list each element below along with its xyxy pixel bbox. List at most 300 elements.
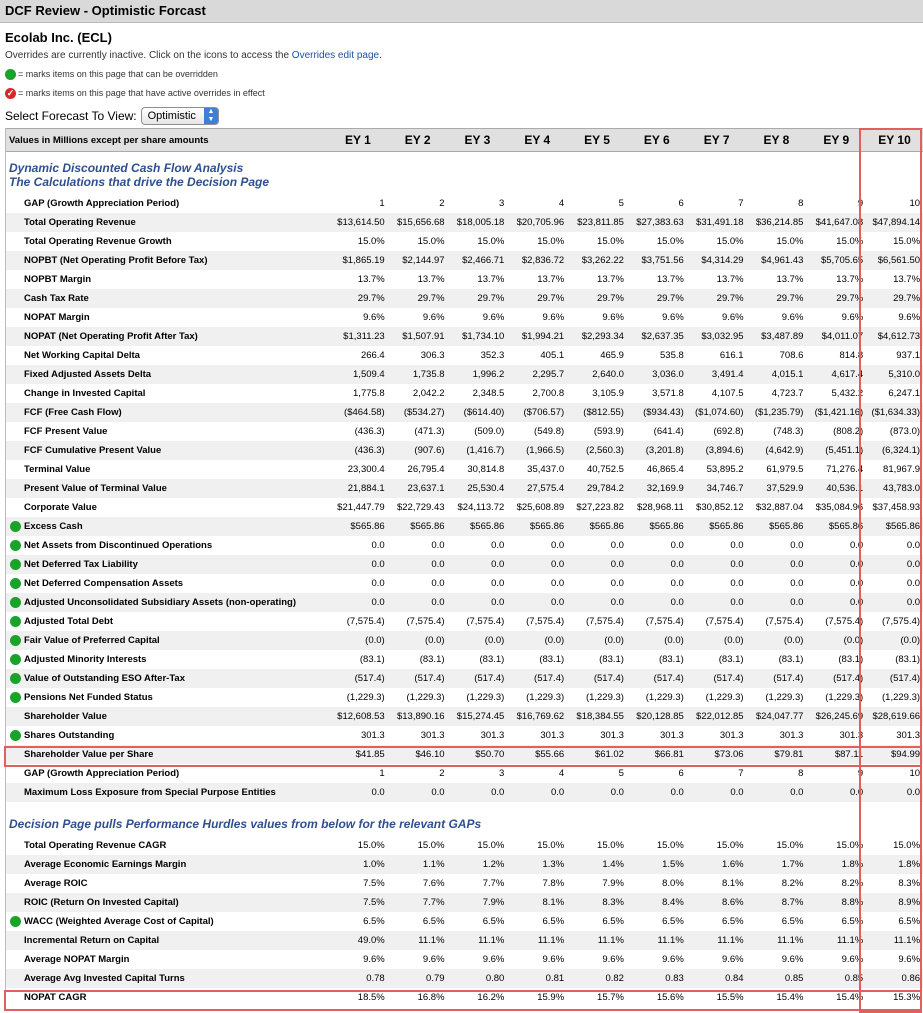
table-cell: 352.3 bbox=[480, 350, 505, 361]
row-label-text: Total Operating Revenue CAGR bbox=[24, 840, 167, 851]
table-cell: (7,575.4) bbox=[765, 616, 804, 627]
override-dot-icon[interactable] bbox=[10, 635, 21, 646]
legend-red-text: = marks items on this page that have active overrides in effect bbox=[18, 88, 265, 98]
table-cell: (1,229.3) bbox=[645, 692, 684, 703]
table-cell: 7.5% bbox=[363, 897, 385, 908]
table-cell: $18,384.55 bbox=[576, 711, 624, 722]
table-cell: 0.0 bbox=[906, 540, 921, 551]
row-icon-slot bbox=[6, 673, 24, 684]
override-dot-icon[interactable] bbox=[10, 916, 21, 927]
table-cell: (641.4) bbox=[653, 426, 684, 437]
table-cell: 15.0% bbox=[357, 840, 385, 851]
row-label-text: Average ROIC bbox=[24, 878, 88, 889]
table-body-dcf bbox=[6, 194, 923, 802]
table-cell: 8 bbox=[798, 198, 804, 209]
table-cell: 7.7% bbox=[422, 897, 445, 908]
table-cell: 0.0 bbox=[790, 578, 804, 589]
table-cell: 46,865.4 bbox=[646, 464, 684, 475]
table-cell: 1 bbox=[379, 768, 385, 779]
column-header: EY 9 bbox=[823, 133, 850, 147]
row-label bbox=[6, 878, 328, 889]
table-cell: 0.0 bbox=[670, 540, 684, 551]
table-cell: 7.9% bbox=[482, 897, 505, 908]
table-cell: 0.79 bbox=[426, 973, 445, 984]
table-cell: 0.84 bbox=[725, 973, 744, 984]
table-cell: (509.0) bbox=[474, 426, 505, 437]
table-cell: $22,729.43 bbox=[396, 502, 445, 513]
table-cell: (3,201.8) bbox=[645, 445, 684, 456]
table-cell: 0.0 bbox=[730, 597, 744, 608]
table-cell: 1.1% bbox=[422, 859, 445, 870]
row-label-text: Shares Outstanding bbox=[24, 730, 115, 741]
table-cell: (1,229.3) bbox=[585, 692, 624, 703]
table-cell: 40,752.5 bbox=[586, 464, 624, 475]
table-cell: (3,894.6) bbox=[705, 445, 744, 456]
table-cell: 9.6% bbox=[841, 312, 864, 323]
override-dot-icon[interactable] bbox=[10, 730, 21, 741]
table-cell: 10 bbox=[909, 768, 921, 779]
table-cell: (7,575.4) bbox=[585, 616, 624, 627]
table-cell: (0.0) bbox=[365, 635, 385, 646]
table-cell: 40,536.1 bbox=[826, 483, 864, 494]
table-cell: 405.1 bbox=[540, 350, 565, 361]
table-cell: (517.4) bbox=[593, 673, 624, 684]
table-cell: 29.7% bbox=[893, 293, 921, 304]
table-cell: $6,561.50 bbox=[877, 255, 921, 266]
table-row bbox=[6, 988, 923, 1007]
table-cell: 29.7% bbox=[477, 293, 505, 304]
table-cell: (517.4) bbox=[414, 673, 445, 684]
table-cell: (1,229.3) bbox=[466, 692, 505, 703]
row-label bbox=[6, 992, 328, 1003]
table-cell: $21,447.79 bbox=[337, 502, 385, 513]
column-header: EY 7 bbox=[703, 133, 730, 147]
table-cell: 15.5% bbox=[716, 992, 744, 1003]
table-row bbox=[6, 270, 923, 289]
table-cell: 10 bbox=[909, 198, 921, 209]
table-cell: 1.2% bbox=[482, 859, 505, 870]
section-title-hurdles: Decision Page pulls Performance Hurdles values from below for the relevant GAPs bbox=[9, 817, 482, 831]
table-cell: 6,247.1 bbox=[888, 388, 921, 399]
table-cell: $27,223.82 bbox=[576, 502, 624, 513]
table-cell: (0.0) bbox=[544, 635, 565, 646]
row-label bbox=[6, 350, 328, 361]
table-cell: $1,734.10 bbox=[462, 331, 505, 342]
row-label-text: GAP (Growth Appreciation Period) bbox=[24, 768, 180, 779]
override-dot-icon[interactable] bbox=[10, 597, 21, 608]
table-cell: $565.86 bbox=[649, 521, 684, 532]
table-cell: $1,507.91 bbox=[402, 331, 445, 342]
table-row bbox=[6, 931, 923, 950]
table-cell: 3,036.0 bbox=[652, 369, 684, 380]
table-cell: (7,575.4) bbox=[825, 616, 864, 627]
table-cell: 29.7% bbox=[716, 293, 744, 304]
table-cell: 8.2% bbox=[781, 878, 804, 889]
table-row bbox=[6, 855, 923, 874]
table-cell: (4,642.9) bbox=[765, 445, 804, 456]
table-cell: (83.1) bbox=[895, 654, 921, 665]
table-row bbox=[6, 498, 923, 517]
table-row bbox=[6, 745, 923, 764]
legend-green bbox=[0, 65, 923, 84]
table-cell: $3,487.89 bbox=[761, 331, 804, 342]
table-cell: 29.7% bbox=[537, 293, 565, 304]
table-cell: $12,608.53 bbox=[337, 711, 385, 722]
table-cell: 6.5% bbox=[662, 916, 684, 927]
row-label-text: WACC (Weighted Average Cost of Capital) bbox=[24, 916, 214, 927]
table-cell: 0.0 bbox=[730, 540, 744, 551]
table-cell: $30,852.12 bbox=[696, 502, 744, 513]
table-cell: 465.9 bbox=[600, 350, 624, 361]
table-cell: $5,705.65 bbox=[820, 255, 864, 266]
row-icon-slot bbox=[6, 692, 24, 703]
table-cell: 0.0 bbox=[491, 597, 505, 608]
table-cell: 71,276.4 bbox=[826, 464, 864, 475]
table-cell: $20,128.85 bbox=[636, 711, 684, 722]
table-cell: 29.7% bbox=[836, 293, 864, 304]
row-icon-slot bbox=[6, 616, 24, 627]
table-cell: (0.0) bbox=[900, 635, 921, 646]
table-cell: $4,612.73 bbox=[877, 331, 921, 342]
section-title-line-1: Dynamic Discounted Cash Flow Analysis bbox=[9, 161, 244, 175]
table-cell: $2,836.72 bbox=[521, 255, 565, 266]
table-cell: 15.0% bbox=[836, 236, 864, 247]
table-cell: 15.0% bbox=[357, 236, 385, 247]
table-cell: 0.82 bbox=[605, 973, 624, 984]
table-row bbox=[6, 764, 923, 783]
table-cell: (471.3) bbox=[414, 426, 445, 437]
row-icon-slot bbox=[6, 597, 24, 608]
row-label bbox=[6, 445, 328, 456]
table-cell: 5,310.0 bbox=[888, 369, 921, 380]
table-cell: 4,617.4 bbox=[831, 369, 864, 380]
table-row bbox=[6, 365, 923, 384]
table-row bbox=[6, 346, 923, 365]
table-cell: (7,575.4) bbox=[705, 616, 744, 627]
table-cell: 15.0% bbox=[656, 840, 684, 851]
table-cell: 15.6% bbox=[656, 992, 684, 1003]
table-cell: $1,994.21 bbox=[521, 331, 565, 342]
table-cell: (436.3) bbox=[354, 426, 385, 437]
table-cell: 0.0 bbox=[371, 559, 385, 570]
table-cell: (517.4) bbox=[653, 673, 684, 684]
override-dot-icon[interactable] bbox=[10, 692, 21, 703]
table-cell: ($534.27) bbox=[403, 407, 445, 418]
table-cell: $28,619.66 bbox=[872, 711, 921, 722]
table-cell: 13.7% bbox=[776, 274, 804, 285]
table-cell: 0.80 bbox=[485, 973, 505, 984]
table-cell: 15.0% bbox=[836, 840, 864, 851]
table-cell: 9.6% bbox=[422, 954, 445, 965]
section-title-line-2: The Calculations that drive the Decision Page bbox=[9, 175, 270, 189]
row-icon-slot bbox=[6, 635, 24, 646]
table-cell: (1,229.3) bbox=[705, 692, 744, 703]
table-cell: 15.4% bbox=[836, 992, 864, 1003]
table-cell: 9.6% bbox=[898, 954, 921, 965]
table-cell: 29.7% bbox=[656, 293, 684, 304]
row-label bbox=[6, 483, 328, 494]
row-label-text: Net Deferred Compensation Assets bbox=[24, 578, 184, 589]
table-cell: 9.6% bbox=[721, 312, 744, 323]
table-cell: 11.1% bbox=[657, 935, 684, 946]
table-cell: (517.4) bbox=[833, 673, 864, 684]
table-cell: 1,996.2 bbox=[472, 369, 505, 380]
table-cell: 0.0 bbox=[431, 578, 445, 589]
select-arrows-icon[interactable]: ▲ ▼ bbox=[204, 108, 218, 124]
table-cell: 0.85 bbox=[784, 973, 804, 984]
table-cell: 23,300.4 bbox=[347, 464, 385, 475]
row-label-text: Fair Value of Preferred Capital bbox=[24, 635, 160, 646]
row-label-text: NOPAT CAGR bbox=[24, 992, 87, 1003]
table-cell: 8.1% bbox=[542, 897, 565, 908]
row-label bbox=[6, 236, 328, 247]
table-cell: 0.81 bbox=[545, 973, 565, 984]
row-label-text: Corporate Value bbox=[24, 502, 97, 513]
table-row bbox=[6, 213, 923, 232]
table-cell: 2,042.2 bbox=[412, 388, 445, 399]
row-label-text: Pensions Net Funded Status bbox=[24, 692, 153, 703]
table-cell: 0.0 bbox=[790, 540, 804, 551]
table-cell: (83.1) bbox=[838, 654, 864, 665]
table-row bbox=[6, 422, 923, 441]
table-cell: ($706.57) bbox=[523, 407, 565, 418]
row-label bbox=[6, 616, 328, 627]
table-cell: 8.4% bbox=[662, 897, 684, 908]
row-label bbox=[6, 692, 328, 703]
table-cell: $61.02 bbox=[594, 749, 624, 760]
column-header: EY 1 bbox=[344, 133, 371, 147]
table-cell: 13.7% bbox=[656, 274, 684, 285]
table-cell: 2 bbox=[439, 198, 445, 209]
table-row bbox=[6, 593, 923, 612]
table-cell: 9.6% bbox=[898, 312, 921, 323]
section-title-dcf bbox=[6, 152, 923, 189]
table-cell: 2,348.5 bbox=[472, 388, 505, 399]
table-cell: 0.0 bbox=[550, 559, 565, 570]
table-cell: $4,314.29 bbox=[701, 255, 744, 266]
table-cell: 2,295.7 bbox=[532, 369, 565, 380]
table-cell: 11.1% bbox=[478, 935, 505, 946]
row-label-text: FCF Cumulative Present Value bbox=[24, 445, 162, 456]
table-cell: 3,571.8 bbox=[652, 388, 684, 399]
row-label-text: FCF Present Value bbox=[24, 426, 108, 437]
table-cell: 535.8 bbox=[660, 350, 684, 361]
table-cell: 29.7% bbox=[776, 293, 804, 304]
row-label bbox=[6, 464, 328, 475]
table-cell: 0.0 bbox=[431, 540, 445, 551]
table-cell: 15.0% bbox=[597, 840, 624, 851]
table-cell: 15.4% bbox=[776, 992, 804, 1003]
table-cell: (7,575.4) bbox=[882, 616, 921, 627]
override-dot-icon[interactable] bbox=[10, 616, 21, 627]
table-cell: 0.0 bbox=[491, 787, 505, 798]
table-cell: $79.81 bbox=[774, 749, 804, 760]
column-header: EY 8 bbox=[763, 133, 790, 147]
table-cell: (873.0) bbox=[889, 426, 921, 437]
column-header: EY 5 bbox=[584, 133, 610, 147]
overrides-edit-link[interactable]: Overrides edit page bbox=[291, 50, 380, 61]
row-label bbox=[6, 559, 328, 570]
table-cell: 25,530.4 bbox=[467, 483, 505, 494]
table-cell: 4 bbox=[558, 768, 565, 779]
row-label bbox=[6, 749, 328, 760]
table-row bbox=[6, 836, 923, 855]
table-cell: $565.86 bbox=[410, 521, 445, 532]
table-row bbox=[6, 289, 923, 308]
table-cell: (1,966.5) bbox=[526, 445, 565, 456]
table-cell: 6.5% bbox=[363, 916, 385, 927]
row-label bbox=[6, 540, 328, 551]
table-row bbox=[6, 536, 923, 555]
table-cell: (1,229.3) bbox=[406, 692, 445, 703]
table-cell: 49.0% bbox=[357, 935, 385, 946]
table-cell: (1,229.3) bbox=[825, 692, 864, 703]
table-cell: 3,105.9 bbox=[592, 388, 624, 399]
override-dot-icon[interactable] bbox=[10, 521, 21, 532]
row-label bbox=[6, 198, 328, 209]
table-cell: (907.6) bbox=[414, 445, 445, 456]
table-cell: 27,575.4 bbox=[527, 483, 565, 494]
company-name: Ecolab Inc. (ECL) bbox=[5, 30, 112, 45]
table-cell: 6.5% bbox=[721, 916, 744, 927]
table-cell: 5 bbox=[618, 768, 624, 779]
table-cell: 15.0% bbox=[537, 840, 565, 851]
table-cell: ($1,235.79) bbox=[754, 407, 804, 418]
table-cell: 9.6% bbox=[781, 954, 804, 965]
override-dot-icon[interactable] bbox=[10, 578, 21, 589]
table-row bbox=[6, 783, 923, 802]
table-row bbox=[6, 874, 923, 893]
row-label-text: Present Value of Terminal Value bbox=[24, 483, 167, 494]
forecast-select-label: Select Forecast To View: bbox=[5, 109, 137, 123]
table-cell: 0.86 bbox=[901, 973, 921, 984]
table-row bbox=[6, 251, 923, 270]
override-dot-icon[interactable] bbox=[10, 559, 21, 570]
table-cell: 266.4 bbox=[360, 350, 385, 361]
table-cell: $3,751.56 bbox=[641, 255, 684, 266]
table-cell: 0.0 bbox=[610, 787, 624, 798]
table-cell: 7.5% bbox=[363, 878, 385, 889]
forecast-select[interactable] bbox=[141, 107, 219, 125]
table-cell: (1,229.3) bbox=[346, 692, 385, 703]
table-cell: 6.5% bbox=[482, 916, 505, 927]
table-cell: 0.0 bbox=[670, 559, 684, 570]
table-cell: $87.11 bbox=[834, 749, 864, 760]
column-header: EY 2 bbox=[404, 133, 431, 147]
table-cell: 0.0 bbox=[610, 597, 624, 608]
row-icon-slot bbox=[6, 654, 24, 665]
table-cell: 0.0 bbox=[850, 578, 864, 589]
override-dot-icon[interactable] bbox=[10, 654, 21, 665]
column-header: EY 4 bbox=[524, 133, 551, 147]
table-cell: (0.0) bbox=[424, 635, 445, 646]
table-cell: $37,458.93 bbox=[872, 502, 921, 513]
table-cell: $3,262.22 bbox=[581, 255, 624, 266]
table-cell: 43,783.0 bbox=[883, 483, 921, 494]
table-cell: 4,015.1 bbox=[771, 369, 804, 380]
table-cell: 7.9% bbox=[602, 878, 624, 889]
table-cell: (517.4) bbox=[534, 673, 565, 684]
table-cell: 0.0 bbox=[850, 787, 864, 798]
table-cell: $46.10 bbox=[415, 749, 445, 760]
table-cell: 1.8% bbox=[898, 859, 921, 870]
table-cell: 16.8% bbox=[417, 992, 445, 1003]
override-dot-icon[interactable] bbox=[10, 540, 21, 551]
table-cell: 0.0 bbox=[371, 597, 385, 608]
row-label bbox=[6, 935, 328, 946]
table-cell: 8 bbox=[798, 768, 804, 779]
row-label bbox=[6, 859, 328, 870]
table-cell: $3,032.95 bbox=[701, 331, 744, 342]
row-label-text: Cash Tax Rate bbox=[24, 293, 89, 304]
row-label bbox=[6, 673, 328, 684]
table-cell: 1.4% bbox=[602, 859, 624, 870]
table-cell: $565.86 bbox=[709, 521, 744, 532]
table-cell: 5 bbox=[618, 198, 624, 209]
table-cell: 306.3 bbox=[420, 350, 445, 361]
table-cell: 0.0 bbox=[670, 578, 684, 589]
table-cell: $22,012.85 bbox=[696, 711, 744, 722]
row-label bbox=[6, 274, 328, 285]
row-label-text: FCF (Free Cash Flow) bbox=[24, 407, 122, 418]
table-cell: $20,705.96 bbox=[516, 217, 565, 228]
table-cell: 9.6% bbox=[363, 954, 385, 965]
table-cell: 0.0 bbox=[431, 787, 445, 798]
table-cell: $50.70 bbox=[475, 749, 505, 760]
table-cell: 9 bbox=[857, 198, 864, 209]
table-cell: 6.5% bbox=[422, 916, 445, 927]
table-cell: 3 bbox=[499, 198, 505, 209]
table-cell: $15,274.45 bbox=[456, 711, 505, 722]
table-cell: $565.86 bbox=[350, 521, 385, 532]
table-cell: 13.7% bbox=[836, 274, 864, 285]
table-cell: 0.0 bbox=[550, 787, 565, 798]
table-cell: 11.1% bbox=[418, 935, 445, 946]
row-label bbox=[6, 217, 328, 228]
table-body-hurdles bbox=[6, 836, 923, 1007]
table-cell: (436.3) bbox=[354, 445, 385, 456]
table-cell: 301.3 bbox=[719, 730, 744, 741]
row-icon-slot bbox=[6, 916, 24, 927]
row-label-text: Fixed Adjusted Assets Delta bbox=[24, 369, 152, 380]
table-cell: 15.0% bbox=[477, 840, 505, 851]
row-label-text: Shareholder Value per Share bbox=[24, 749, 154, 760]
table-cell: $36,214.85 bbox=[755, 217, 804, 228]
table-cell: (549.8) bbox=[534, 426, 565, 437]
table-cell: 1,735.8 bbox=[412, 369, 445, 380]
table-cell: 1,775.8 bbox=[353, 388, 385, 399]
table-cell: (517.4) bbox=[713, 673, 744, 684]
table-cell: 0.0 bbox=[906, 559, 921, 570]
table-row bbox=[6, 950, 923, 969]
table-cell: 15.0% bbox=[477, 236, 505, 247]
row-label-text: NOPBT Margin bbox=[24, 274, 92, 285]
table-cell: 0.0 bbox=[670, 787, 684, 798]
table-cell: (517.4) bbox=[354, 673, 385, 684]
row-label bbox=[6, 331, 328, 342]
override-dot-icon[interactable] bbox=[10, 673, 21, 684]
table-cell: 6.5% bbox=[898, 916, 921, 927]
table-cell: 15.0% bbox=[776, 236, 804, 247]
table-cell: 13.7% bbox=[893, 274, 921, 285]
row-label-text: Average Avg Invested Capital Turns bbox=[24, 973, 185, 984]
table-cell: (5,451.1) bbox=[825, 445, 864, 456]
table-cell: (1,229.3) bbox=[882, 692, 921, 703]
table-cell: (83.1) bbox=[778, 654, 804, 665]
table-cell: 15.0% bbox=[776, 840, 804, 851]
table-cell: $24,113.72 bbox=[457, 502, 505, 513]
table-cell: 7.6% bbox=[422, 878, 445, 889]
